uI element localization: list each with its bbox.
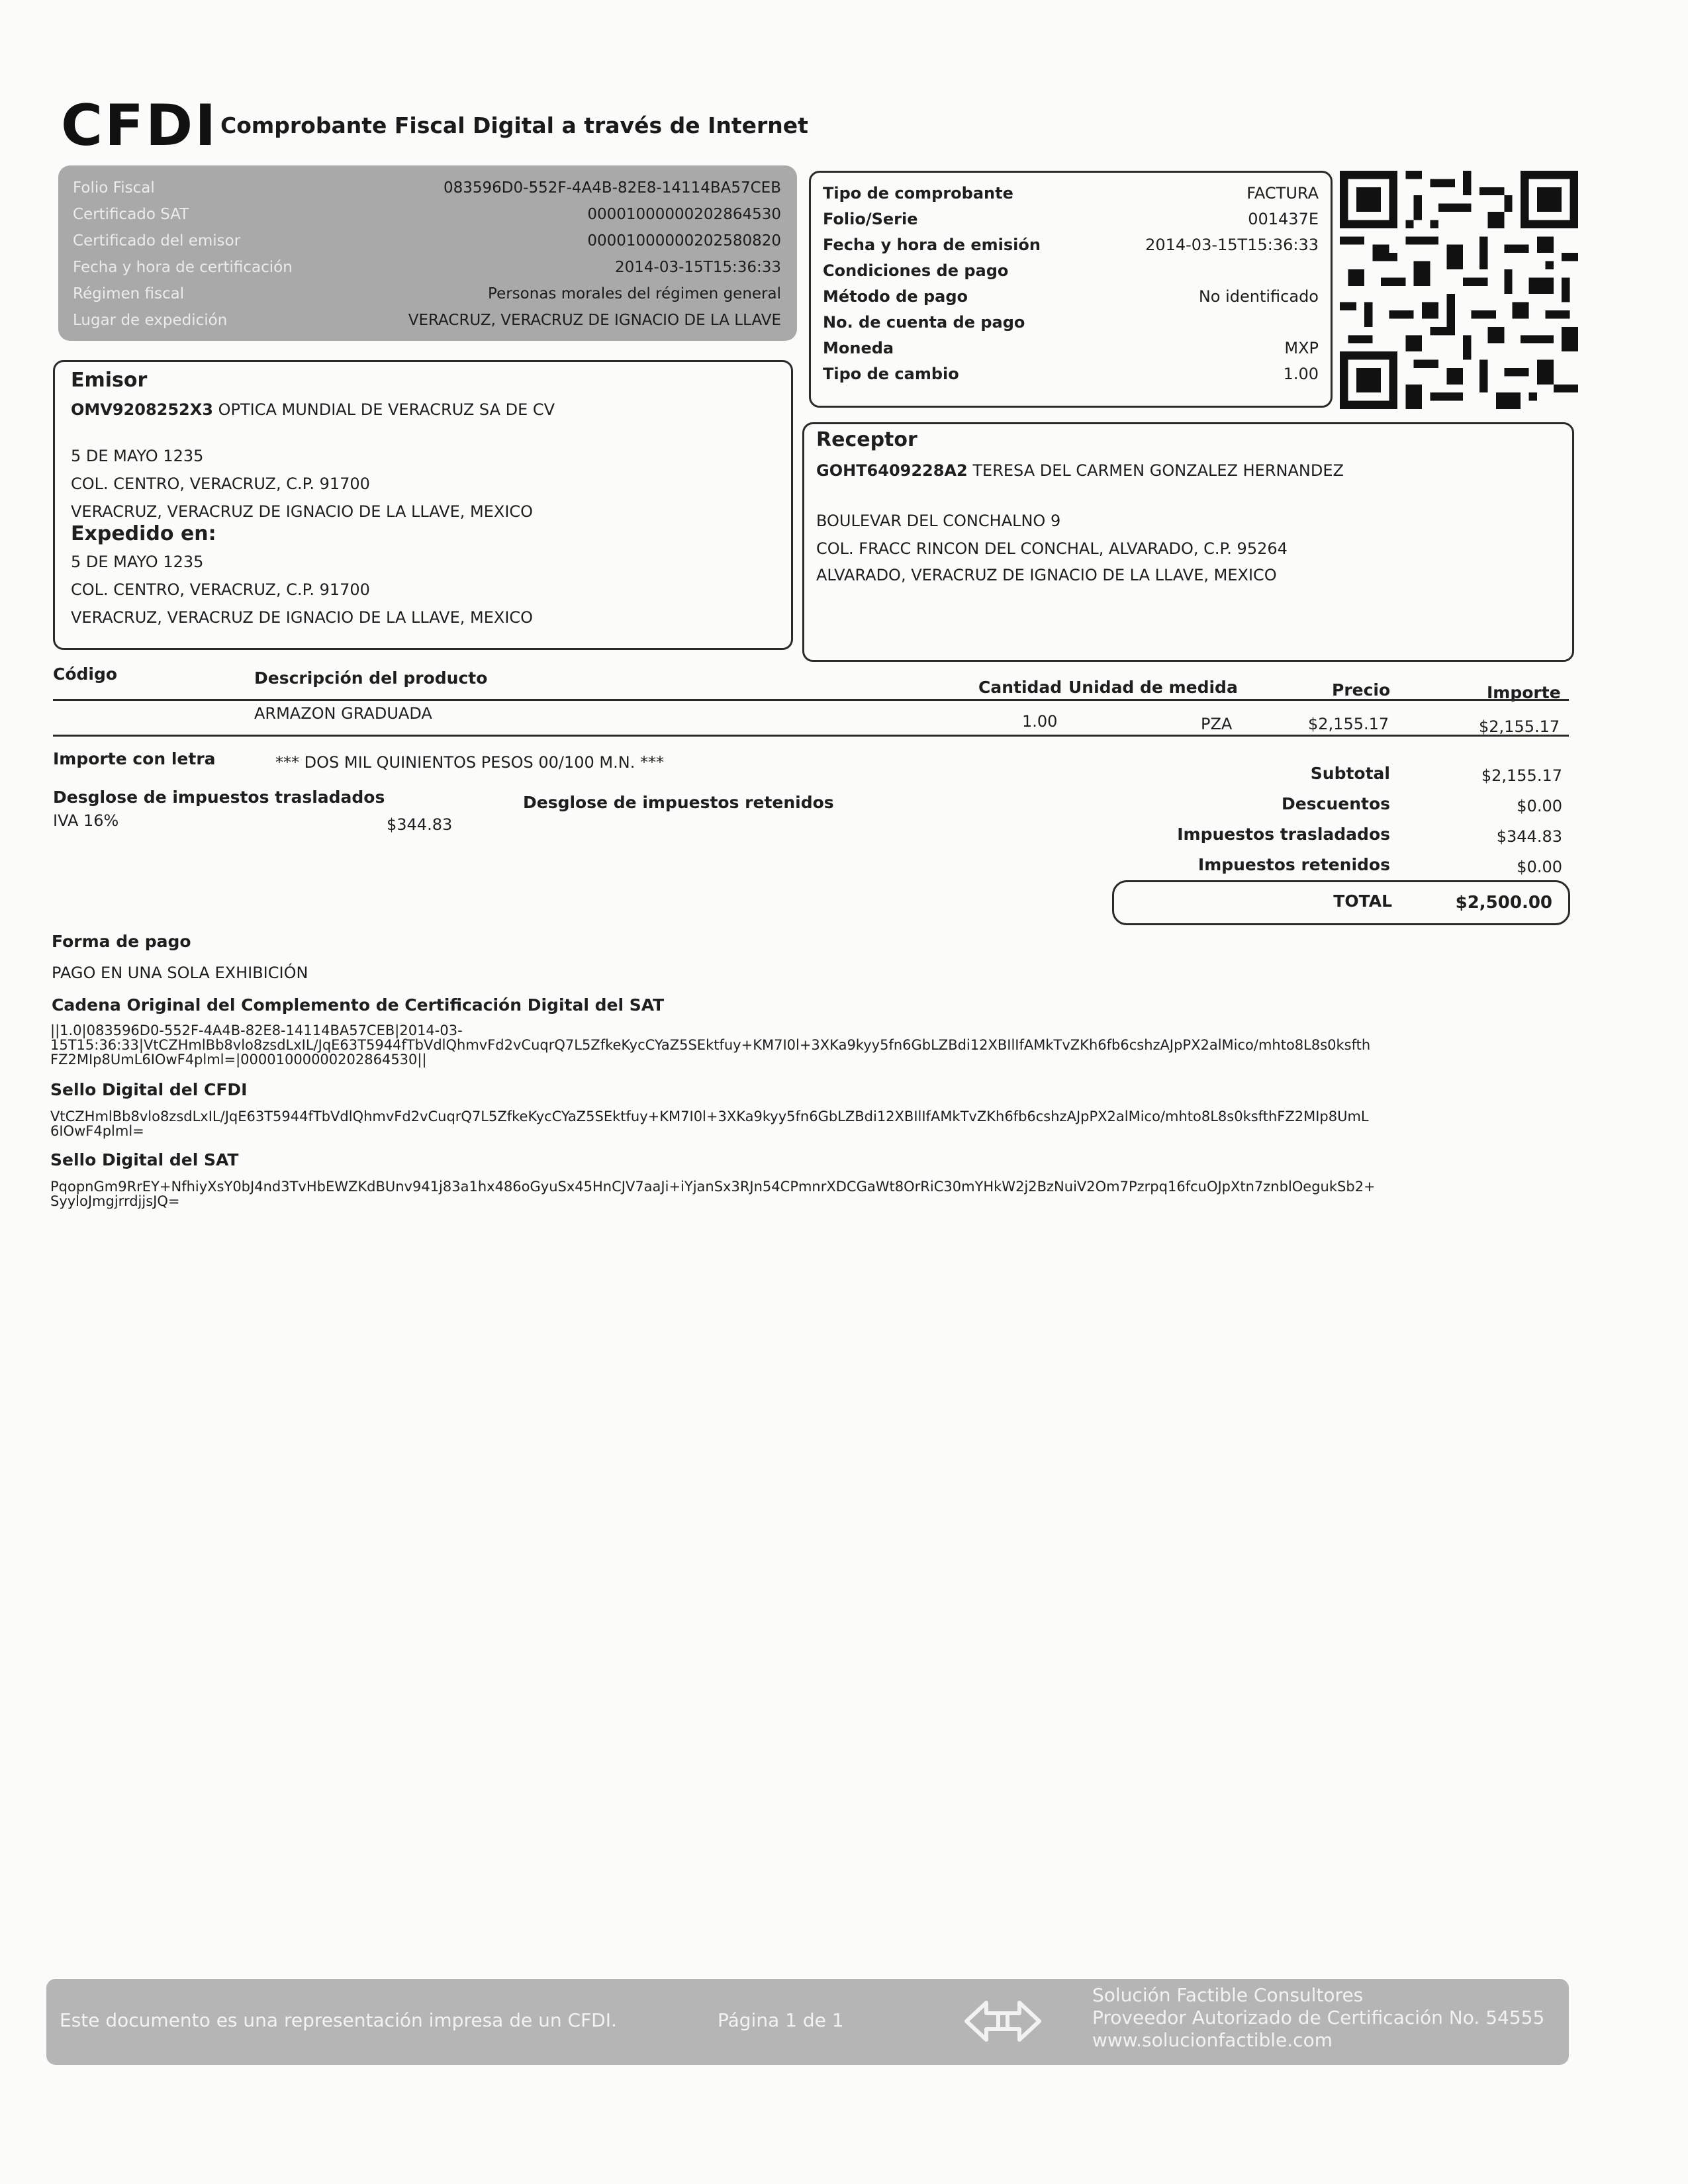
cadena-line-3: FZ2MIp8UmL6IOwF4plml=|00001000000202864530||	[50, 1052, 427, 1068]
subtotal-value: $2,155.17	[1481, 766, 1562, 785]
comprobante-label: Condiciones de pago	[823, 261, 1009, 280]
qr-code	[1340, 171, 1578, 409]
emisor-name: OPTICA MUNDIAL DE VERACRUZ SA DE CV	[218, 400, 555, 419]
emisor-rfc-line	[71, 400, 555, 419]
comprobante-row	[823, 258, 1319, 283]
impuestos-trasladados-label: Impuestos trasladados	[1177, 825, 1390, 844]
comprobante-box	[809, 171, 1333, 408]
retenidos-title: Desglose de impuestos retenidos	[523, 793, 834, 812]
fiscal-label: Folio Fiscal	[73, 179, 155, 197]
col-codigo: Código	[53, 664, 118, 684]
forma-pago-value: PAGO EN UNA SOLA EXHIBICIÓN	[52, 964, 308, 982]
sello-sat-title: Sello Digital del SAT	[50, 1150, 239, 1169]
row-cantidad: 1.00	[1022, 712, 1058, 731]
comprobante-value: 1.00	[1283, 365, 1319, 383]
fiscal-label: Fecha y hora de certificación	[73, 259, 293, 276]
comprobante-row	[823, 232, 1319, 257]
importe-letra-value: *** DOS MIL QUINIENTOS PESOS 00/100 M.N. ***	[275, 753, 664, 772]
comprobante-value: No identificado	[1198, 287, 1319, 306]
total-box	[1112, 880, 1570, 925]
comprobante-label: Moneda	[823, 339, 894, 357]
receptor-address-1: BOULEVAR DEL CONCHALNO 9	[816, 512, 1061, 530]
fiscal-value: 00001000000202580820	[587, 232, 781, 250]
trasladados-title: Desglose de impuestos trasladados	[53, 788, 385, 807]
factible-logo-icon	[960, 1991, 1046, 2052]
footer-page: Página 1 de 1	[718, 2009, 844, 2031]
fiscal-row	[73, 307, 781, 334]
row-unidad: PZA	[1201, 715, 1233, 733]
receptor-address-2: COL. FRACC RINCON DEL CONCHAL, ALVARADO, C.P. 95264	[816, 539, 1288, 558]
footer-disclaimer: Este documento es una representación impresa de un CFDI.	[60, 2009, 617, 2031]
expedido-address-1: 5 DE MAYO 1235	[71, 553, 204, 571]
emisor-box	[53, 360, 793, 650]
receptor-rfc-line	[816, 461, 1344, 480]
impuestos-retenidos-value: $0.00	[1517, 858, 1562, 876]
total-label: TOTAL	[1333, 891, 1392, 911]
fiscal-row	[73, 201, 781, 228]
comprobante-value: MXP	[1284, 339, 1319, 357]
importe-letra-label: Importe con letra	[53, 749, 216, 768]
expedido-address-3: VERACRUZ, VERACRUZ DE IGNACIO DE LA LLAVE, MEXICO	[71, 608, 534, 627]
total-value: $2,500.00	[1455, 893, 1552, 913]
expedido-title: Expedido en:	[71, 522, 216, 545]
sello-sat-text	[50, 1179, 1573, 1208]
comprobante-row	[823, 361, 1319, 387]
fiscal-value: 2014-03-15T15:36:33	[614, 259, 781, 276]
fiscal-row	[73, 228, 781, 254]
fiscal-label: Régimen fiscal	[73, 285, 185, 302]
fiscal-value: Personas morales del régimen general	[488, 285, 781, 302]
col-precio: Precio	[1332, 680, 1391, 700]
row-importe: $2,155.17	[1479, 717, 1560, 736]
comprobante-label: Tipo de comprobante	[823, 184, 1013, 203]
fiscal-value: 083596D0-552F-4A4B-82E8-14114BA57CEB	[444, 179, 781, 197]
col-unidad: Unidad de medida	[1068, 678, 1238, 697]
receptor-box	[802, 422, 1574, 662]
comprobante-row	[823, 336, 1319, 361]
sello-cfdi-line-2: 6IOwF4plml=	[50, 1123, 144, 1139]
sello-cfdi-title: Sello Digital del CFDI	[50, 1080, 248, 1099]
receptor-name: TERESA DEL CARMEN GONZALEZ HERNANDEZ	[972, 461, 1344, 480]
fiscal-value: 00001000000202864530	[587, 206, 781, 223]
emisor-address-3: VERACRUZ, VERACRUZ DE IGNACIO DE LA LLAVE, MEXICO	[71, 502, 534, 521]
receptor-address-3: ALVARADO, VERACRUZ DE IGNACIO DE LA LLAVE, MEXICO	[816, 566, 1277, 584]
col-importe: Importe	[1487, 683, 1561, 702]
fiscal-row	[73, 281, 781, 307]
descuentos-label: Descuentos	[1282, 794, 1390, 813]
sello-sat-line-1: PqopnGm9RrEY+NfhiyXsY0bJ4nd3TvHbEWZKdBUnv941j83a1hx486oGyuSx45HnCJV7aaJi+iYjanSx3RJn54CPmnrXDCGaWt8OrRiC30mYHkW2j2BzNuiV2Om7Pzrpq16fcuOJpXtn7znblOegukSb2+	[50, 1179, 1376, 1195]
emisor-address-2: COL. CENTRO, VERACRUZ, C.P. 91700	[71, 475, 370, 493]
receptor-rfc: GOHT6409228A2	[816, 461, 968, 480]
sello-cfdi-line-1: VtCZHmlBb8vlo8zsdLxIL/JqE63T5944fTbVdlQhmvFd2vCuqrQ7L5ZfkeKycCYaZ5SEktfuy+KM7I0l+3XKa9kyy5fn6GbLZBdi12XBIlIfAMkTvZKh6fb6cshzAJpPX2alMico/mhto8L8s0ksfthFZ2MIp8UmL	[50, 1109, 1369, 1124]
forma-pago-title: Forma de pago	[52, 932, 191, 951]
fiscal-value: VERACRUZ, VERACRUZ DE IGNACIO DE LA LLAVE	[408, 312, 781, 329]
comprobante-label: Folio/Serie	[823, 210, 918, 228]
impuestos-retenidos-label: Impuestos retenidos	[1197, 855, 1390, 874]
comprobante-row	[823, 206, 1319, 232]
footer-pac: Proveedor Autorizado de Certificación No. 54555	[1092, 2007, 1545, 2028]
fiscal-row	[73, 175, 781, 201]
fiscal-label: Certificado SAT	[73, 206, 189, 223]
descuentos-value: $0.00	[1517, 797, 1562, 815]
footer-company: Solución Factible Consultores	[1092, 1984, 1364, 2006]
cadena-line-1: ||1.0|083596D0-552F-4A4B-82E8-14114BA57CEB|2014-03-	[50, 1023, 463, 1038]
footer-bar	[46, 1979, 1569, 2065]
sello-sat-line-2: SyyloJmgjrrdjjsJQ=	[50, 1193, 180, 1209]
header-subtitle: Comprobante Fiscal Digital a través de Internet	[220, 113, 808, 138]
comprobante-label: Método de pago	[823, 287, 968, 306]
col-cantidad: Cantidad	[978, 678, 1062, 697]
iva-value: $344.83	[387, 815, 453, 834]
expedido-address-2: COL. CENTRO, VERACRUZ, C.P. 91700	[71, 580, 370, 599]
comprobante-label: No. de cuenta de pago	[823, 313, 1025, 332]
fiscal-info-box	[58, 165, 797, 341]
comprobante-label: Tipo de cambio	[823, 365, 959, 383]
col-descripcion: Descripción del producto	[254, 668, 488, 688]
footer-web: www.solucionfactible.com	[1092, 2029, 1333, 2051]
cadena-text	[50, 1023, 1573, 1067]
emisor-address-1: 5 DE MAYO 1235	[71, 447, 204, 465]
sello-cfdi-text	[50, 1109, 1573, 1138]
comprobante-value: 2014-03-15T15:36:33	[1145, 236, 1319, 254]
comprobante-value: 001437E	[1248, 210, 1319, 228]
row-precio: $2,155.17	[1308, 715, 1389, 733]
comprobante-row	[823, 310, 1319, 335]
emisor-title: Emisor	[71, 369, 148, 392]
impuestos-trasladados-value: $344.83	[1496, 827, 1562, 846]
comprobante-value: FACTURA	[1246, 184, 1319, 203]
comprobante-label: Fecha y hora de emisión	[823, 236, 1041, 254]
receptor-title: Receptor	[816, 428, 917, 451]
emisor-rfc: OMV9208252X3	[71, 400, 213, 419]
comprobante-row	[823, 181, 1319, 206]
fiscal-label: Lugar de expedición	[73, 312, 228, 329]
table-header-rule	[53, 699, 1569, 701]
comprobante-row	[823, 284, 1319, 309]
iva-label: IVA 16%	[53, 811, 119, 830]
fiscal-label: Certificado del emisor	[73, 232, 241, 250]
fiscal-row	[73, 254, 781, 281]
row-descripcion: ARMAZON GRADUADA	[254, 704, 432, 723]
cfdi-logo: CFDI	[61, 93, 218, 159]
cadena-title: Cadena Original del Complemento de Certificación Digital del SAT	[52, 995, 665, 1015]
table-row-rule	[53, 735, 1569, 737]
cadena-line-2: 15T15:36:33|VtCZHmlBb8vlo8zsdLxIL/JqE63T5944fTbVdlQhmvFd2vCuqrQ7L5ZfkeKycCYaZ5SEktfuy+KM7I0l+3XKa9kyy5fn6GbLZBdi12XBIlIfAMkTvZKh6fb6cshzAJpPX2alMico/mhto8L8s0ksfth	[50, 1037, 1371, 1053]
subtotal-label: Subtotal	[1310, 764, 1390, 783]
